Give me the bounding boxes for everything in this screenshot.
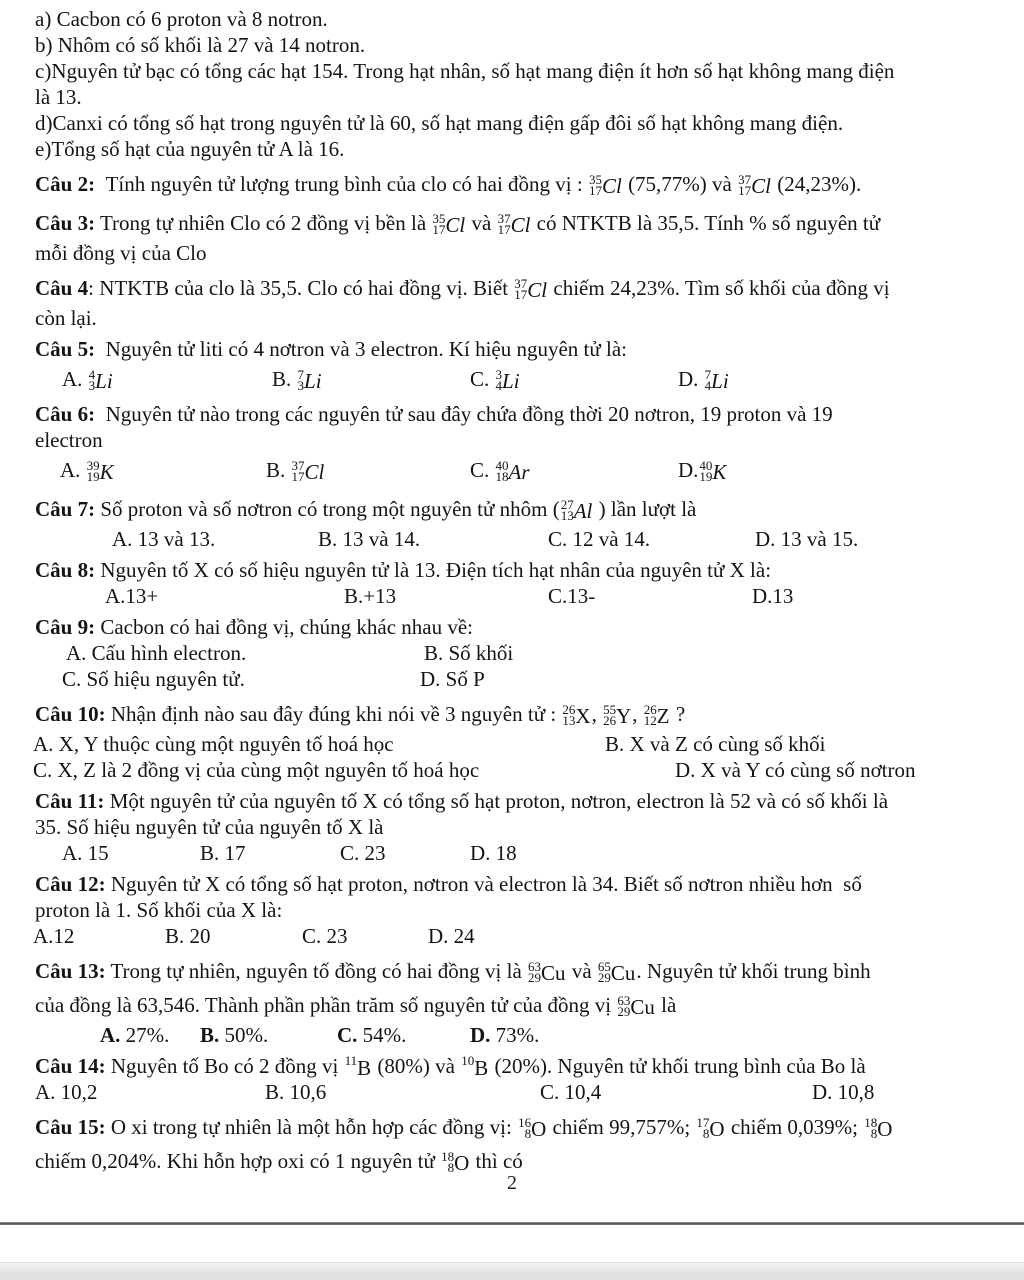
text-run: b) Nhôm có số khối là 27 và 14 notron. [35,33,366,57]
element-symbol: Cl [751,174,771,199]
question-label: B. [200,1023,220,1047]
option-item: A.13+ [105,584,159,608]
isotope-notation [345,1053,372,1079]
atomic-number: 26 [603,713,617,729]
question-label: C. [337,1023,358,1047]
atomic-number: 19 [86,469,100,485]
isotope-notation [514,271,547,305]
question-2 [0,167,1010,201]
question-label: A. [100,1023,121,1047]
text-run: chiếm 24,23%. Tìm số khối của đồng vị [548,276,890,300]
mass-number: 65 [597,959,611,975]
isotope-notation [696,1110,724,1144]
mass-number: 26 [562,702,576,718]
line-c [0,58,1010,84]
atomic-number: 12 [643,713,657,729]
text-run: (24,23%). [771,172,862,196]
element-symbol: O [877,1117,893,1142]
element-symbol: X [575,704,591,729]
mass-number: 16 [518,1115,532,1131]
element-symbol: Y [616,704,632,729]
mass-number: 11 [344,1053,358,1068]
mass-number: 35 [432,211,446,227]
text-run: D. [678,458,699,482]
text-run: Trong tự nhiên Clo có 2 đồng vị bền là [95,211,432,235]
question-label: Câu 11: [35,789,105,813]
question-label: Câu 12: [35,872,106,896]
question-label: Câu 15: [35,1115,106,1140]
isotope-notation [292,453,325,487]
question-9 [0,614,1010,640]
atomic-number: 8 [524,1126,532,1142]
isotope-mass-charge-stack [643,702,657,729]
line-b [0,32,1010,58]
text-run: ? [670,702,686,726]
text-run: Nhận định nào sau đây đúng khi nói về 3 nguyên tử : [105,702,562,726]
text-run: : NTKTB của clo là 35,5. Clo có hai đồng vị. Biết [88,276,514,300]
mass-number: 26 [643,702,657,718]
isotope-notation [298,362,322,396]
isotope-mass-charge-stack [432,211,446,238]
question-6 [0,401,1010,427]
text-run: (75,77%) và [622,172,738,196]
element-symbol: Cl [510,213,531,238]
text-run: chiếm 0,204%. Khi hỗn hợp oxi có 1 nguyên tử [35,1149,441,1174]
atomic-number: 17 [588,183,602,199]
mass-number: 37 [514,276,528,292]
isotope-mass-charge-stack [88,367,96,394]
isotope-mass-charge-stack [704,367,712,394]
isotope-mass-charge-stack [86,458,100,485]
element-symbol: Cl [445,213,466,238]
text-run: và [466,211,497,235]
isotope-mass-charge-stack [497,211,511,238]
question-4-cont [0,305,1010,331]
option-item: C. 10,4 [540,1080,602,1105]
option-item: B. 17 [200,841,246,865]
text-run: 35. Số hiệu nguyên tử của nguyên tố X là [35,815,384,839]
atomic-number: 8 [447,1160,455,1176]
atomic-number: 3 [88,378,96,394]
next-page-edge [0,1262,1024,1280]
text-run: là [655,993,677,1017]
question-11-options [0,840,1010,866]
text-run: , [591,702,603,726]
isotope-notation [598,954,636,988]
element-symbol: Cu [541,961,566,986]
isotope-notation [603,697,631,731]
text-run: proton là 1. Số khối của X là: [35,898,283,922]
text-run: Nguyên tử X có tổng số hạt proton, nơtron và electron là 34. Biết số nơtron nhiều hơn số [105,872,862,896]
option-item: B. 20 [165,924,211,948]
question-4 [0,271,1010,305]
element-symbol: Ar [508,460,530,485]
text-run: của đồng là 63,546. Thành phần phần trăm số nguyên tử của đồng vị [35,993,617,1017]
question-label: Câu 3: [35,211,96,235]
text-run: Trong tự nhiên, nguyên tố đồng có hai đồng vị là [105,959,528,983]
isotope-mass-charge-stack [597,959,611,986]
atomic-number: 18 [495,469,509,485]
isotope-notation [528,954,566,988]
isotope-mass-charge-stack [528,959,542,986]
mass-number: 39 [86,458,100,474]
text-run: Nguyên tử nào trong các nguyên tử sau đây chứa đồng thời 20 nơtron, 19 proton và 19 [95,402,833,426]
option-item: A. 13 và 13. [112,527,216,551]
question-9-options-cd [0,666,1010,692]
option-item: D. X và Y có cùng số nơtron [675,758,916,782]
mass-number: 63 [528,959,542,975]
option-item [678,362,730,396]
element-symbol: O [531,1117,547,1142]
mass-number: 40 [699,458,713,474]
question-label: Câu 10: [35,702,106,726]
atomic-number: 17 [291,469,305,485]
isotope-notation [518,1110,546,1144]
isotope-mass-charge-stack [297,367,305,394]
isotope-notation [589,167,622,201]
option-item: B. 13 và 14. [318,527,421,551]
element-symbol: O [454,1151,470,1176]
mass-number: 27 [560,497,574,513]
isotope-notation [644,697,670,731]
question-12-options [0,923,1010,949]
question-label: Câu 14: [35,1054,106,1078]
text-run: A. [62,367,88,391]
mass-number: 4 [88,367,96,383]
option-item: C. Số hiệu nguyên tử. [62,667,245,691]
isotope-notation [496,362,520,396]
question-3-cont [0,240,1010,266]
text-run: chiếm 99,757%; [547,1115,696,1140]
text-run: electron [35,428,103,452]
atomic-number: 17 [432,222,446,238]
text-run: (20%). Nguyên tử khối trung bình của Bo là [489,1054,866,1078]
option-item: D. 10,8 [812,1080,875,1105]
page-number: 2 [507,1172,517,1194]
isotope-notation [496,453,530,487]
text-run: . Nguyên tử khối trung bình [636,959,871,983]
text-run: d)Canxi có tổng số hạt trong nguyên tử là 60, số hạt mang điện gấp đôi số hạt không mang điện. [35,111,844,135]
mass-number: 63 [617,993,631,1009]
isotope-notation [562,697,590,731]
isotope-notation [461,1053,488,1079]
option-item: C.13- [548,584,596,608]
mass-number: 7 [297,367,305,383]
element-symbol: Li [95,369,113,394]
isotope-mass-charge-stack [495,458,509,485]
element-symbol: B [357,1056,372,1081]
option-item [470,1022,539,1048]
option-item: C. 23 [302,924,348,948]
mass-number: 18 [864,1115,878,1131]
option-item [337,1022,406,1048]
text-run: 73%. [490,1023,540,1047]
text-run: là 13. [35,85,82,109]
isotope-notation [89,362,113,396]
atomic-number: 3 [297,378,305,394]
option-item: B.+13 [344,584,397,608]
mass-number: 40 [495,458,509,474]
option-item: A. 10,2 [35,1080,98,1105]
option-item: A. 15 [62,841,109,865]
text-run: thì có [470,1149,523,1174]
isotope-notation [705,362,729,396]
mass-number: 17 [696,1115,710,1131]
text-run: 50%. [219,1023,269,1047]
option-item: A. Cấu hình electron. [66,641,247,665]
question-label: Câu 13: [35,959,106,983]
isotope-notation [699,453,726,487]
atomic-number: 13 [562,713,576,729]
question-label: D. [470,1023,491,1047]
option-item: D. 18 [470,841,517,865]
isotope-notation [498,206,531,240]
mass-number: 37 [738,172,752,188]
question-8-options [0,583,1010,609]
question-13-cont [0,988,1010,1022]
isotope-mass-charge-stack [699,458,713,485]
question-10-options-cd [0,757,1010,783]
mass-number: 10 [461,1053,475,1068]
question-15 [0,1110,1010,1144]
question-label: Câu 2: [35,172,96,196]
text-run: 54%. [357,1023,407,1047]
text-run: (80%) và [372,1054,461,1078]
line-e [0,136,1010,162]
line-d [0,110,1010,136]
isotope-mass-charge-stack [603,702,617,729]
isotope-notation [617,988,655,1022]
text-run: e)Tổng số hạt của nguyên tử A là 16. [35,137,345,161]
question-12 [0,871,1010,897]
element-symbol: Li [502,369,520,394]
option-item [470,362,521,396]
option-item: A. X, Y thuộc cùng một nguyên tố hoá học [33,732,394,756]
option-item: D. Số P [420,667,485,691]
option-item: D.13 [752,584,794,608]
isotope-mass-charge-stack [441,1149,455,1176]
text-run: , [632,702,643,726]
option-item [60,453,115,487]
text-run: ) lần lượt là [593,497,697,521]
text-run: mỗi đồng vị của Clo [35,241,207,265]
atomic-number: 4 [704,378,712,394]
element-symbol: Al [573,499,593,524]
element-symbol: K [712,460,727,485]
element-symbol: Li [304,369,322,394]
text-run: Cacbon có hai đồng vị, chúng khác nhau về: [95,615,473,639]
isotope-mass-charge-stack [560,497,574,524]
element-symbol: Cu [630,995,655,1020]
option-item: A.12 [33,924,75,948]
text-run: A. [60,458,86,482]
isotope-mass-charge-stack [864,1115,878,1142]
isotope-mass-charge-stack [738,172,752,199]
mass-number: 18 [441,1149,455,1165]
question-7 [0,492,1010,526]
element-symbol: Cu [610,961,636,986]
question-label: Câu 8: [35,558,96,582]
atomic-number: 8 [702,1126,710,1142]
question-6-cont [0,427,1010,453]
text-run: 27%. [120,1023,170,1047]
element-symbol: O [709,1117,725,1142]
isotope-notation [561,492,593,526]
question-5-options [0,362,1010,396]
isotope-mass-charge-stack [617,993,631,1020]
mass-number: 7 [704,367,712,383]
question-label: Câu 7: [35,497,96,521]
question-5 [0,336,1010,362]
text-run: chiếm 0,039%; [725,1115,864,1140]
text-run: Nguyên tố X có số hiệu nguyên tử là 13. Điện tích hạt nhân của nguyên tử X là: [95,558,772,582]
text-run: a) Cacbon có 6 proton và 8 notron. [35,7,328,31]
question-13-options [0,1022,1010,1048]
text-run: Tính nguyên tử lượng trung bình của clo có hai đồng vị : [95,172,588,196]
isotope-mass-charge-stack [495,367,503,394]
question-10 [0,697,1010,731]
question-6-options [0,453,1010,487]
element-symbol: Cl [601,174,622,199]
line-a [0,6,1010,32]
isotope-mass-charge-stack [696,1115,710,1142]
line-c-cont [0,84,1010,110]
isotope-notation [738,167,771,201]
question-label: Câu 6: [35,402,96,426]
text-run: C. [470,367,495,391]
option-item: B. Số khối [424,641,514,665]
text-run: Nguyên tử liti có 4 nơtron và 3 electron. Kí hiệu nguyên tử là: [95,337,628,361]
option-item: B. 10,6 [265,1080,327,1105]
option-item [100,1022,169,1048]
text-run: c)Nguyên tử bạc có tổng các hạt 154. Trong hạt nhân, số hạt mang điện ít hơn số hạt không mang điện [35,59,895,83]
question-12-cont [0,897,1010,923]
question-10-options-ab [0,731,1010,757]
isotope-mass-charge-stack [588,172,602,199]
page-bottom-rule [0,1222,1024,1225]
text-run: C. [470,458,495,482]
atomic-number: 29 [617,1004,631,1020]
mass-number: 3 [495,367,503,383]
question-13 [0,954,1010,988]
question-11-cont [0,814,1010,840]
question-11 [0,788,1010,814]
text-run: Nguyên tố Bo có 2 đồng vị [105,1054,344,1078]
isotope-mass-charge-stack [562,702,576,729]
atomic-number: 17 [514,287,528,303]
option-item: D. 13 và 15. [755,527,859,551]
question-label: Câu 5: [35,337,96,361]
isotope-mass-charge-stack [514,276,528,303]
atomic-number: 13 [560,508,574,524]
question-8 [0,557,1010,583]
element-symbol: Li [711,369,729,394]
isotope-notation [87,453,114,487]
question-label: Câu 9: [35,615,96,639]
text-run: O xi trong tự nhiên là một hỗn hợp các đồng vị: [105,1115,518,1140]
option-item [272,362,323,396]
isotope-notation [432,206,465,240]
question-3 [0,206,1010,240]
atomic-number: 29 [597,970,611,986]
text-run: còn lại. [35,306,97,330]
option-item: D. 24 [428,924,475,948]
option-item [200,1022,268,1048]
isotope-mass-charge-stack [518,1115,532,1142]
atomic-number: 19 [699,469,713,485]
text-run: và [566,959,597,983]
atomic-number: 17 [738,183,752,199]
atomic-number: 4 [495,378,503,394]
atomic-number: 29 [528,970,542,986]
option-item [470,453,531,487]
element-symbol: Z [656,704,670,729]
option-item: C. 23 [340,841,386,865]
question-7-options [0,526,1010,552]
text-run: Số proton và số nơtron có trong một nguyên tử nhôm ( [95,497,560,521]
question-14-options [0,1079,1010,1105]
option-item: B. X và Z có cùng số khối [605,732,826,756]
text-run: B. [266,458,291,482]
option-item [266,453,325,487]
text-run: có NTKTB là 35,5. Tính % số nguyên tử [531,211,881,235]
element-symbol: Cl [527,278,548,303]
element-symbol: K [99,460,114,485]
text-run: B. [272,367,297,391]
text-run: Một nguyên tử của nguyên tố X có tổng số hạt proton, nơtron, electron là 52 và có số khối là [104,789,889,813]
isotope-mass-charge-stack [291,458,305,485]
mass-number: 37 [291,458,305,474]
option-item: C. 12 và 14. [548,527,651,551]
text-run: D. [678,367,704,391]
isotope-notation [864,1110,892,1144]
mass-number: 35 [588,172,602,188]
question-9-options-ab [0,640,1010,666]
mass-number: 37 [497,211,511,227]
option-item: C. X, Z là 2 đồng vị của cùng một nguyên tố hoá học [33,758,480,782]
element-symbol: Cl [304,460,325,485]
question-14 [0,1053,1010,1079]
mass-number: 55 [603,702,617,718]
question-label: Câu 4 [35,276,89,300]
atomic-number: 17 [497,222,511,238]
element-symbol: B [474,1056,489,1081]
option-item [62,362,114,396]
option-item [678,453,727,487]
atomic-number: 8 [870,1126,878,1142]
